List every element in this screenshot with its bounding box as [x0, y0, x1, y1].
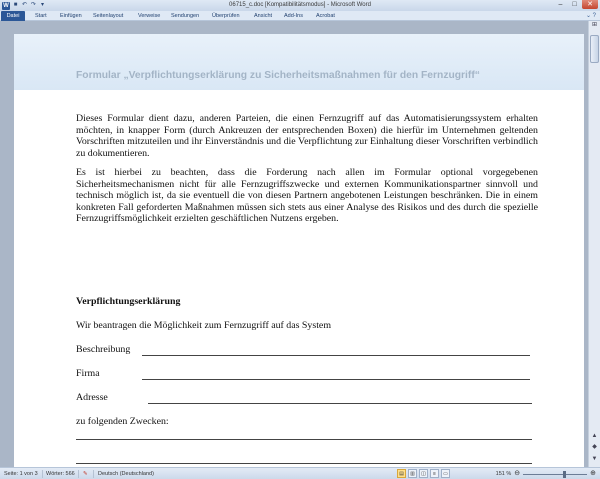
draft-view-icon[interactable]: ▭ [441, 469, 450, 478]
request-text: Wir beantragen die Möglichkeit zum Fernzugriff auf das System [76, 320, 331, 331]
full-screen-view-icon[interactable]: ▥ [408, 469, 417, 478]
vertical-scrollbar[interactable] [588, 21, 600, 467]
close-button[interactable]: ✕ [582, 0, 598, 9]
scroll-thumb[interactable] [590, 35, 599, 63]
tab-ueberpruefen[interactable]: Überprüfen [212, 13, 240, 19]
field-label-adresse: Adresse [76, 392, 108, 403]
scroll-down-icon[interactable]: ▼ [591, 456, 598, 462]
zoom-out-button[interactable]: ⊖ [514, 470, 521, 477]
maximize-button[interactable]: □ [572, 1, 577, 8]
document-title: Formular „Verpflichtungserklärung zu Sicherheitsmaßnahmen für den Fernzugriff“ [76, 70, 480, 81]
undo-icon[interactable]: ↶ [21, 2, 28, 8]
page-count[interactable]: Seite: 1 von 3 [4, 471, 38, 477]
firma-line[interactable] [142, 379, 530, 380]
zoom-slider[interactable] [523, 474, 587, 475]
language-indicator[interactable]: Deutsch (Deutschland) [98, 471, 154, 477]
zoom-slider-handle[interactable] [563, 471, 566, 478]
ruler-toggle-icon[interactable]: ⊞ [591, 22, 598, 28]
header-band [14, 34, 584, 90]
tab-add-ins[interactable]: Add-Ins [284, 13, 303, 19]
tab-acrobat[interactable]: Acrobat [316, 13, 335, 19]
minimize-button[interactable]: – [558, 1, 563, 8]
previous-page-icon[interactable]: ◆ [592, 444, 597, 450]
document-body [76, 113, 538, 225]
beschreibung-line[interactable] [142, 355, 530, 356]
document-area [0, 21, 588, 467]
adresse-line[interactable] [148, 403, 532, 404]
tab-seitenlayout[interactable]: Seitenlayout [93, 13, 124, 19]
window-title: 06715_c.doc [Kompatibilitätsmodus] - Microsoft Word [229, 2, 371, 8]
tab-start[interactable]: Start [35, 13, 47, 19]
customize-icon[interactable]: ▾ [40, 2, 44, 8]
section-heading: Verpflichtungserklärung [76, 296, 181, 307]
word-count[interactable]: Wörter: 566 [46, 471, 75, 477]
redo-icon[interactable]: ↷ [30, 2, 37, 8]
divider [93, 470, 94, 478]
zwecke-line-2[interactable] [76, 463, 532, 464]
tab-einfuegen[interactable]: Einfügen [60, 13, 82, 19]
divider [78, 470, 79, 478]
title-bar [0, 0, 600, 11]
zoom-control [496, 470, 596, 478]
field-label-firma: Firma [76, 368, 100, 379]
zwecke-line-1[interactable] [76, 439, 532, 440]
ribbon-expand-icon[interactable]: ⌄ ? [585, 13, 596, 19]
web-layout-view-icon[interactable]: ◫ [419, 469, 428, 478]
tab-verweise[interactable]: Verweise [138, 13, 161, 19]
paragraph-intro: Dieses Formular dient dazu, anderen Parteien, die einen Fernzugriff auf das Automatisierungssystem erhalten möchten, in knapper Form (durch Ankreuzen der entsprechenden Boxen) die hierfür im Unternehmen geltenden Vorschriften mitzuteilen und ihr Einverständnis und die Verpflichtung zur Einhaltung dieser Vorschriften verbindlich zu dokumentieren. [76, 113, 538, 159]
paragraph-note: Es ist hierbei zu beachten, dass die Forderung nach allen im Formular optional vorgegebenen Sicherheitsmechanismen nicht für alle Fernzugriffszwecke und externen Kommunikationspartner sinnvoll und technisch möglich ist, da sie eventuell die von diesen Partnern angebotenen Leistungen beschränken. Die in einem konkreten Fall geforderten Maßnahmen müssen sich stets aus einer Analyse des Risikos und des durch die spezielle Fernzugriffsmöglichkeit erzielten geschäftlichen Nutzens ergeben. [76, 167, 538, 224]
print-layout-view-icon[interactable]: ▤ [397, 469, 406, 478]
zoom-level[interactable]: 151 % [495, 471, 512, 477]
scroll-up-icon[interactable]: ▲ [591, 433, 598, 439]
document-page[interactable] [14, 34, 584, 467]
divider [42, 470, 43, 478]
field-label-beschreibung: Beschreibung [76, 344, 131, 355]
view-buttons [397, 469, 450, 478]
outline-view-icon[interactable]: ≡ [430, 469, 439, 478]
tab-datei[interactable]: Datei [1, 11, 25, 21]
ribbon-tabs [0, 11, 600, 21]
word-app-icon[interactable]: W [3, 2, 9, 9]
window-controls [554, 0, 598, 10]
tab-ansicht[interactable]: Ansicht [254, 13, 273, 19]
save-icon[interactable]: ■ [13, 2, 18, 8]
zoom-in-button[interactable]: ⊕ [590, 470, 596, 477]
field-label-zwecke: zu folgenden Zwecken: [76, 416, 169, 427]
tab-sendungen[interactable]: Sendungen [171, 13, 200, 19]
status-bar [0, 467, 600, 479]
proofing-icon[interactable]: ✎ [83, 471, 88, 477]
